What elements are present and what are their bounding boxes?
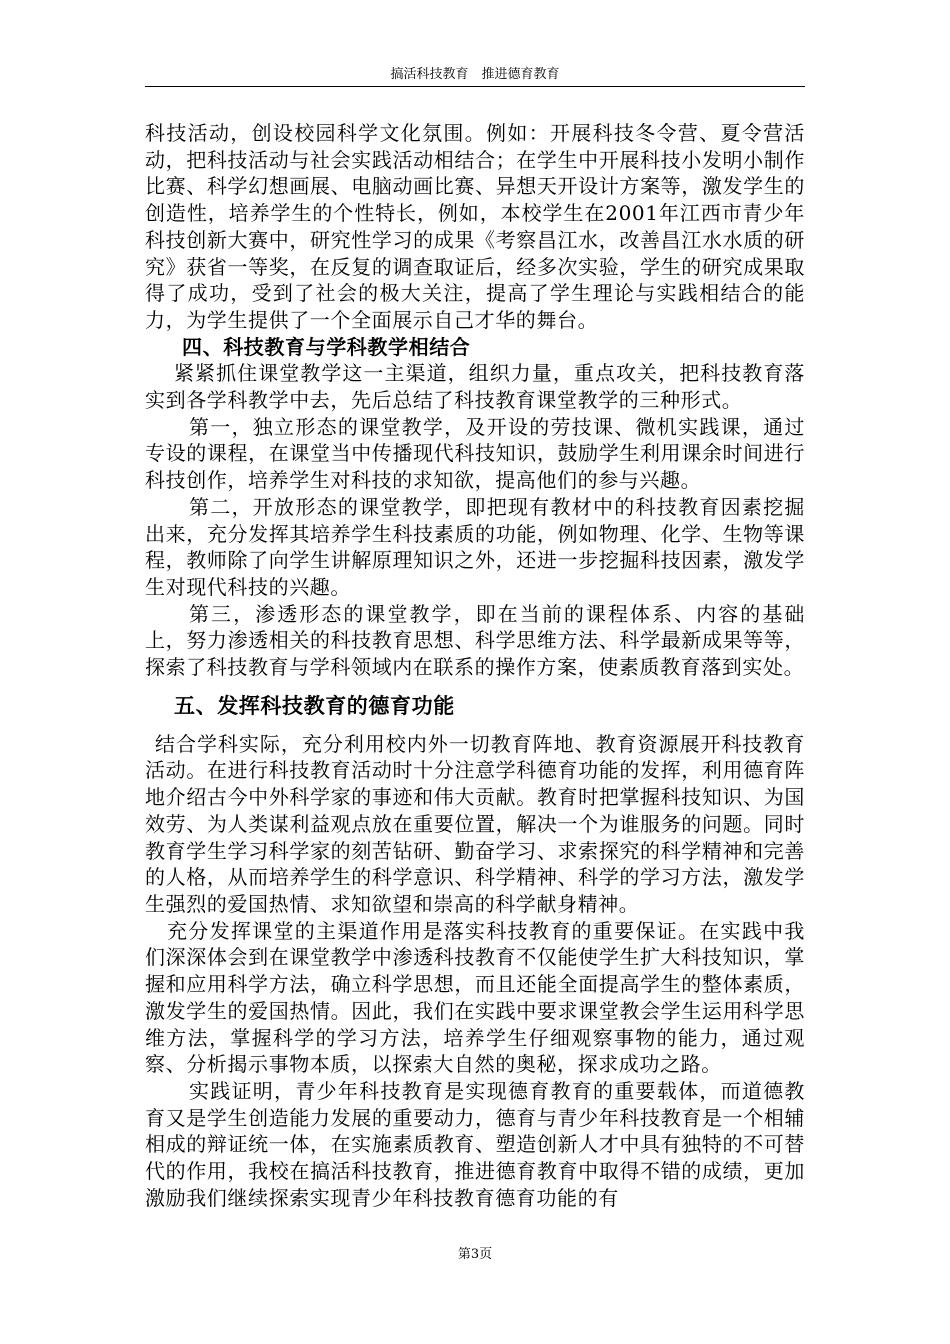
paragraph: 实践证明，青少年科技教育是实现德育教育的重要载体，而道德教育又是学生创造能力发展的重要动力，德育与青少年科技教育是一个相辅相成的辩证统一体，在实施素质教育、塑造创新人才中具有独特的不可替代的作用，我校在搞活科技教育，推进德育教育中取得不错的成绩，更加激励我们继续探索实现青少年科技教育德育功能的有 xyxy=(145,1078,805,1210)
header-rule xyxy=(145,86,805,87)
paragraph: 第三，渗透形态的课堂教学，即在当前的课程体系、内容的基础上，努力渗透相关的科技教育思想、科学思维方法、科学最新成果等等，探索了科技教育与学科领域内在联系的操作方案，使素质教育落到实处。 xyxy=(145,601,805,680)
paragraph: 第一，独立形态的课堂教学，及开设的劳技课、微机实践课，通过专设的课程，在课堂当中传播现代科技知识，鼓励学生利用课余时间进行科技创作，培养学生对科技的求知欲，提高他们的参与兴趣。 xyxy=(145,414,805,493)
paragraph: 充分发挥课堂的主渠道作用是落实科技教育的重要保证。在实践中我们深深体会到在课堂教学中渗透科技教育不仅能使学生扩大科技知识，掌握和应用科学方法，确立科学思想，而且还能全面提高学生的整体素质，激发学生的爱国热情。因此，我们在实践中要求课堂教会学生运用科学思维方法，掌握科学的学习方法，培养学生仔细观察事物的能力，通过观察、分析揭示事物本质，以探索大自然的奥秘，探求成功之路。 xyxy=(145,918,805,1077)
section-heading-5: 五、发挥科技教育的德育功能 xyxy=(174,692,455,718)
body-text xyxy=(145,120,805,1211)
paragraph: 结合学科实际，充分利用校内外一切教育阵地、教育资源展开科技教育活动。在进行科技教育活动时十分注意学科德育功能的发挥，利用德育阵地介绍古今中外科学家的事迹和伟大贡献。教育时把掌握科技知识、为国效劳、为人类谋利益观点放在重要位置，解决一个为谁服务的问题。同时教育学生学习科学家的刻苦钻研、勤奋学习、求索探究的科学精神和完善的人格，从而培养学生的科学意识、科学精神、科学的学习方法，激发学生强烈的爱国热情、求知欲望和崇高的科学献身精神。 xyxy=(145,731,805,916)
paragraph-continued: 科技活动，创设校园科学文化氛围。例如：开展科技冬令营、夏令营活动，把科技活动与社会实践活动相结合；在学生中开展科技小发明小制作比赛、科学幻想画展、电脑动画比赛、异想天开设计方案等，激发学生的创造性，培养学生的个性特长，例如，本校学生在2001年江西市青少年科技创新大赛中，研究性学习的成果《考察昌江水，改善昌江水水质的研究》获省一等奖，在反复的调查取证后，经多次实验，学生的研究成果取得了成功，受到了社会的极大关注，提高了学生理论与实践相结合的能力，为学生提供了一个全面展示自己才华的舞台。 xyxy=(145,121,805,332)
paragraph: 紧紧抓住课堂教学这一主渠道，组织力量，重点攻关，把科技教育落实到各学科教学中去，先后总结了科技教育课堂教学的三种形式。 xyxy=(145,361,805,413)
running-header: 搞活科技教育 推进德育教育 xyxy=(390,67,560,82)
paragraph: 第二，开放形态的课堂教学，即把现有教材中的科技教育因素挖掘出来，充分发挥其培养学生科技素质的功能，例如物理、化学、生物等课程，教师除了向学生讲解原理知识之外，还进一步挖掘科技因素，激发学生对现代科技的兴趣。 xyxy=(145,494,805,599)
section-heading-4: 四、科技教育与学科教学相结合 xyxy=(182,334,471,359)
page-number: 第3页 xyxy=(457,1247,493,1262)
